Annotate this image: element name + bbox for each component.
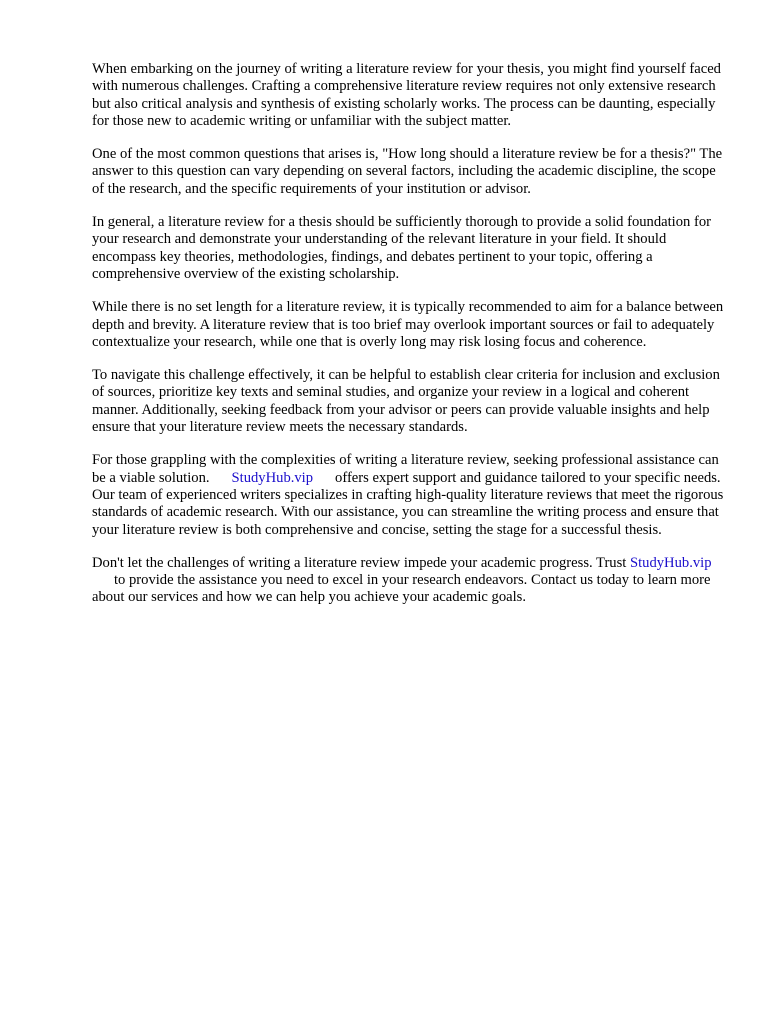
paragraph-call-to-action	[92, 555, 726, 607]
paragraph-text-before-link: For those grappling with the complexities of writing a literature review, seeking professional assistance can be a viable solution.	[92, 452, 719, 486]
paragraph-navigate: To navigate this challenge effectively, it can be helpful to establish clear criteria for inclusion and exclusion of sources, prioritize key texts and seminal studies, and organize your review in a logical and coherent manner. Additionally, seeking feedback from your advisor or peers can provide valuable insights and help ensure that your literature review meets the necessary standards.	[92, 367, 720, 436]
studyhub-link[interactable]: StudyHub.vip	[630, 554, 712, 571]
paragraph-text-before-link: Don't let the challenges of writing a literature review impede your academic progress. Trust	[92, 554, 627, 571]
paragraph-in-general: In general, a literature review for a thesis should be sufficiently thorough to provide a solid foundation for your research and demonstrate your understanding of the relevant literature in your field. It should encompass key theories, methodologies, findings, and debates pertinent to your topic, offering a comprehensive overview of the existing scholarship.	[92, 214, 711, 282]
paragraph-text-after-link: offers expert support and guidance tailored to your specific needs. Our team of experienced writers specializes in crafting high-quality literature reviews that meet the rigorous standards of academic research. With our assistance, you can streamline the writing process and ensure that your literature review is both comprehensive and concise, setting the stage for a successful thesis.	[92, 469, 724, 538]
document-body	[92, 61, 726, 623]
paragraph-text-after-link: to provide the assistance you need to excel in your research endeavors. Contact us today to learn more about our services and how we can help you achieve your academic goals.	[92, 572, 711, 606]
paragraph-intro: When embarking on the journey of writing a literature review for your thesis, you might find yourself faced with numerous challenges. Crafting a comprehensive literature review requires not only extensive research but also critical analysis and synthesis of existing scholarly works. The process can be daunting, especially for those new to academic writing or unfamiliar with the subject matter.	[92, 61, 721, 129]
paragraph-common-question: One of the most common questions that arises is, "How long should a literature review be for a thesis?" The answer to this question can vary depending on several factors, including the academic discipline, the scope of the research, and the specific requirements of your institution or advisor.	[92, 146, 723, 197]
studyhub-link[interactable]: StudyHub.vip	[231, 469, 314, 486]
paragraph-set-length: While there is no set length for a literature review, it is typically recommended to aim for a balance between depth and brevity. A literature review that is too brief may overlook important sources or fail to adequately contextualize your research, while one that is overly long may risk losing focus and coherence.	[92, 299, 724, 350]
paragraph-professional-assistance	[92, 452, 726, 538]
